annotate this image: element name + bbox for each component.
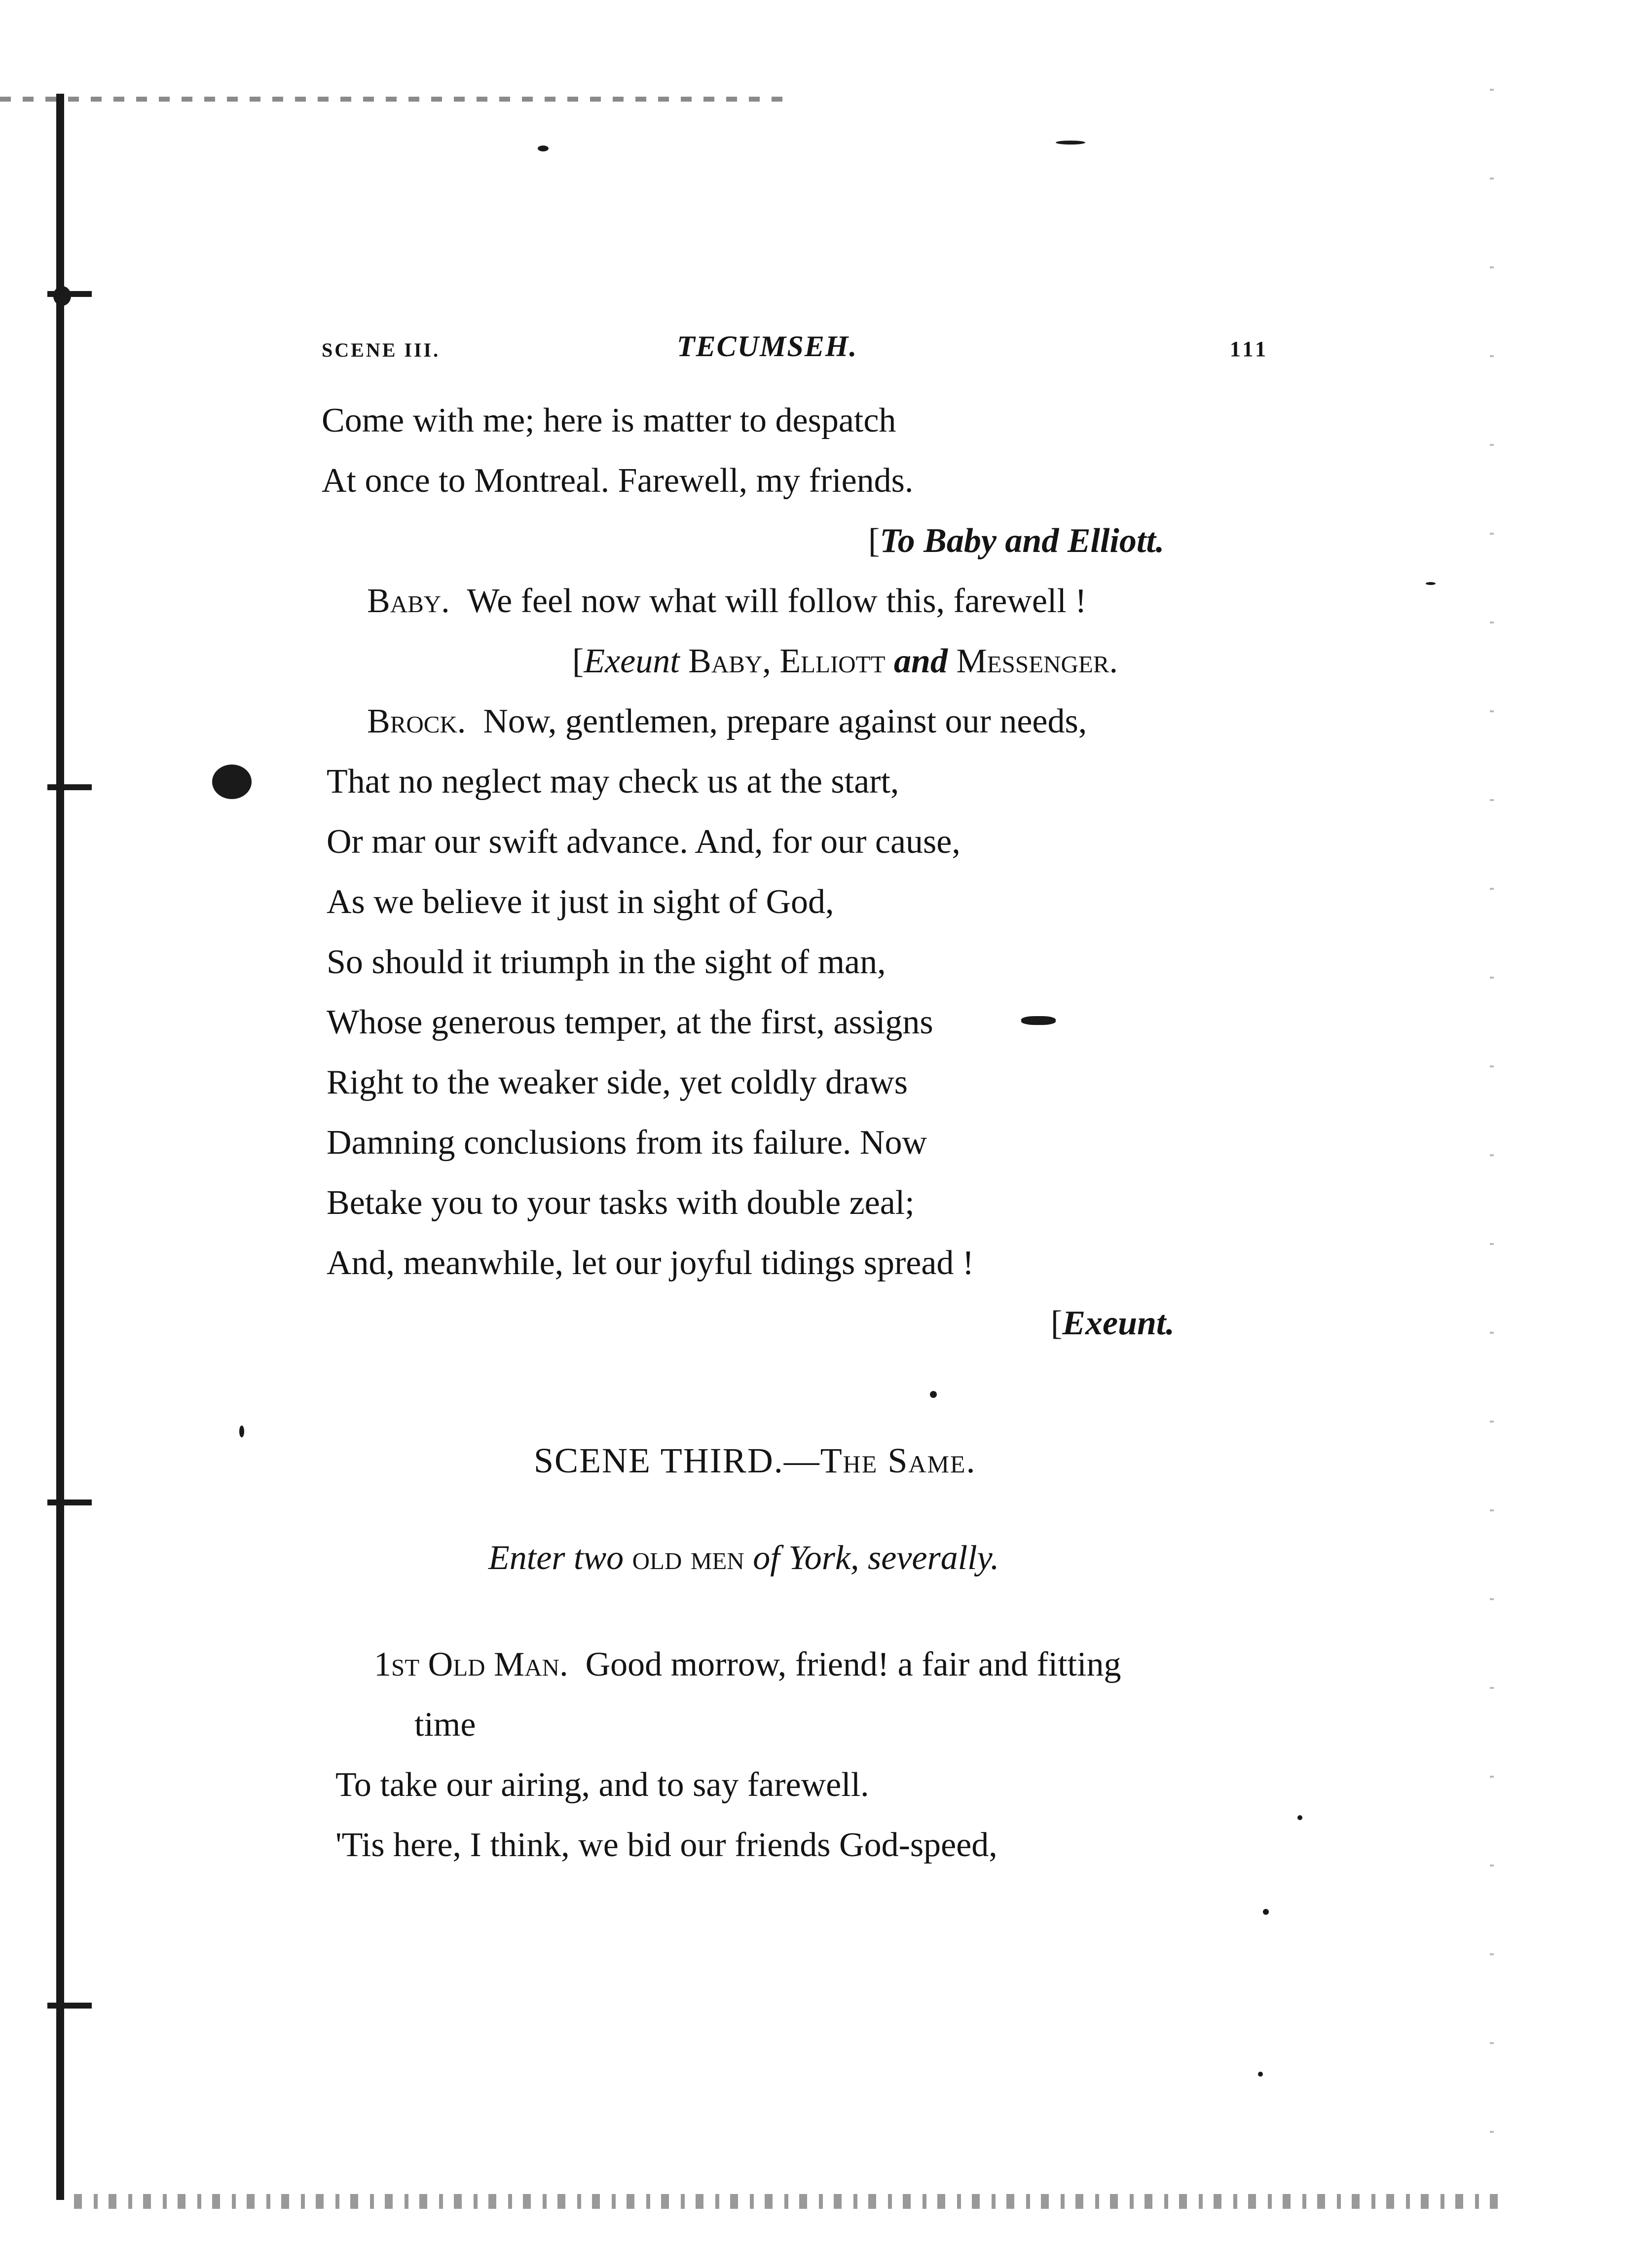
speech-text: We feel now what will follow this, farewell !: [467, 582, 1087, 620]
character-names: Messenger.: [956, 642, 1118, 680]
bracket: [: [572, 642, 584, 680]
verse-line: Damning conclusions from its failure. Now: [327, 1124, 927, 1162]
scan-left-binding-rule: [56, 94, 64, 2200]
binding-tick: [47, 784, 92, 790]
bracket: [: [1051, 1304, 1063, 1342]
verse-line: 'Tis here, I think, we bid our friends God-speed,: [335, 1826, 997, 1864]
running-head-title: TECUMSEH.: [677, 330, 858, 363]
stage-direction: [1051, 1306, 1175, 1341]
stage-direction: [572, 644, 1118, 679]
running-head-scene: SCENE III.: [322, 339, 441, 361]
stage-direction-text: To Baby and Elliott.: [880, 522, 1165, 560]
bracket: [: [868, 522, 880, 560]
speck: [1258, 2072, 1263, 2077]
stage-direction: [868, 524, 1164, 558]
and-word: and: [894, 642, 948, 680]
speck: [1263, 1909, 1269, 1915]
verse-line: And, meanwhile, let our joyful tidings spread !: [327, 1244, 974, 1282]
speech-line: [367, 704, 1087, 739]
character-names: Baby, Elliott: [688, 642, 886, 680]
speck: [239, 1426, 244, 1437]
speck: [538, 146, 549, 151]
verse-line: Come with me; here is matter to despatch: [322, 402, 896, 439]
place-words: York, severally.: [788, 1539, 999, 1577]
speck: [1426, 582, 1436, 585]
verse-line: To take our airing, and to say farewell.: [335, 1766, 869, 1804]
exeunt-word: Exeunt: [584, 642, 680, 680]
scan-bottom-edge: [74, 2194, 1505, 2209]
speech-line: [367, 584, 1087, 619]
speaker-name: Brock.: [367, 702, 466, 740]
speaker-name: Baby.: [367, 582, 450, 620]
scene-heading-main: SCENE THIRD.—: [534, 1441, 820, 1480]
ink-blot: [212, 765, 252, 799]
binding-knot: [53, 286, 71, 306]
speech-text: Good morrow, friend! a fair and fitting: [585, 1646, 1121, 1683]
verse-line: That no neglect may check us at the start,: [327, 763, 899, 801]
speck: [1297, 1815, 1302, 1820]
page-number: 111: [1229, 337, 1269, 361]
scan-top-edge: [0, 97, 789, 102]
verse-line: Right to the weaker side, yet coldly draws: [327, 1063, 908, 1101]
character-group: old men: [632, 1539, 744, 1577]
running-head: [322, 329, 1269, 369]
speech-continuation: time: [414, 1706, 476, 1744]
verse-line: Whose generous temper, at the first, assigns: [327, 1003, 933, 1041]
scene-heading: [534, 1440, 976, 1481]
verse-line: Betake you to your tasks with double zeal;: [327, 1184, 915, 1222]
scan-right-edge: [1490, 89, 1494, 2210]
enter-words: Enter two: [488, 1539, 624, 1577]
verse-line: At once to Montreal. Farewell, my friends.: [322, 462, 914, 500]
exeunt-word: Exeunt.: [1062, 1304, 1175, 1342]
speech-line: [374, 1647, 1121, 1682]
speech-text: Now, gentlemen, prepare against our needs,: [483, 702, 1087, 740]
verse-line: As we believe it just in sight of God,: [327, 883, 834, 921]
binding-tick: [47, 1500, 92, 1505]
speaker-name: 1st Old Man.: [374, 1646, 568, 1683]
of-word: of: [753, 1539, 780, 1577]
entrance-direction: [488, 1541, 999, 1575]
verse-line: So should it triumph in the sight of man,: [327, 943, 886, 981]
speck: [1056, 141, 1085, 145]
binding-tick: [47, 2003, 92, 2009]
verse-line: Or mar our swift advance. And, for our cause,: [327, 823, 960, 861]
speck: [930, 1391, 937, 1398]
scene-heading-sub: The Same.: [820, 1441, 976, 1480]
ink-smudge: [1021, 1016, 1056, 1025]
